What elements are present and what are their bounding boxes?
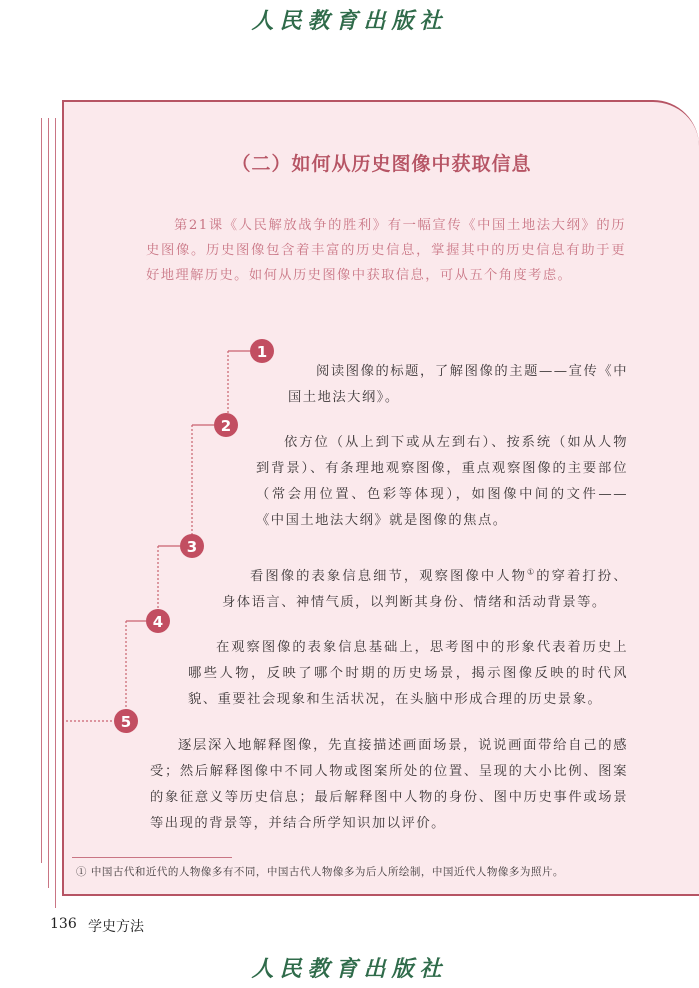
step-text-5: 逐层深入地解释图像，先直接描述画面场景，说说画面带给自己的感受；然后解释图像中不同人物或图案所处的位置、呈现的大小比例、图案的象征意义等历史信息；最后解释图中人物的身份、图中历史事件或场景等出现的背景等，并结合所学知识加以评价。	[150, 738, 628, 831]
footnote: ① 中国古代和近代的人物像多有不同，中国古代人物像多为后人所绘制，中国近代人物像多为照片。	[76, 866, 564, 878]
step-text-4: 在观察图像的表象信息基础上，思考图中的形象代表着历史上哪些人物，反映了哪个时期的历史场景，揭示图像反映的时代风貌、重要社会现象和生活状况，在头脑中形成合理的历史景象。	[188, 640, 628, 707]
step-text-1: 阅读图像的标题，了解图像的主题——宣传《中国土地法大纲》。	[288, 364, 628, 405]
step-text-2: 依方位（从上到下或从左到右）、按系统（如从人物到背景）、有条理地观察图像，重点观察图像的主要部位（常会用位置、色彩等体现），如图像中间的文件——《中国土地法大纲》就是图像的焦点。	[256, 435, 628, 528]
step-number-4: 4	[152, 613, 164, 631]
footnote-mark: ①	[527, 567, 537, 577]
step-number-1: 1	[256, 343, 268, 361]
step-number-5: 5	[120, 713, 132, 731]
intro-paragraph: 第21课《人民解放战争的胜利》有一幅宣传《中国土地法大纲》的历史图像。历史图像包含着丰富的历史信息，掌握其中的历史信息有助于更好地理解历史。如何从历史图像中获取信息，可从五个角度考虑。	[146, 218, 626, 283]
page-number: 136	[50, 916, 77, 932]
footnote-divider	[72, 857, 232, 858]
step-text-3-part-2: 的穿着打扮、身体语言、神情气质，以判断其身份、情绪和活动背景等。	[222, 569, 629, 610]
step-text-3-part-1: 看图像的表象信息细节，观察图像中人物	[250, 569, 527, 584]
step-connector-2	[192, 425, 214, 546]
step-text-3	[222, 564, 628, 616]
publisher-logo-bottom: 人民教育出版社	[251, 956, 448, 982]
step-connector-1	[228, 351, 250, 425]
step-number-3: 3	[186, 538, 198, 556]
page-section-name: 学史方法	[88, 919, 144, 935]
publisher-logo-top: 人民教育出版社	[251, 8, 448, 34]
section-title: （二）如何从历史图像中获取信息	[231, 153, 532, 175]
step-connector-4	[126, 621, 146, 721]
step-number-2: 2	[220, 417, 232, 435]
